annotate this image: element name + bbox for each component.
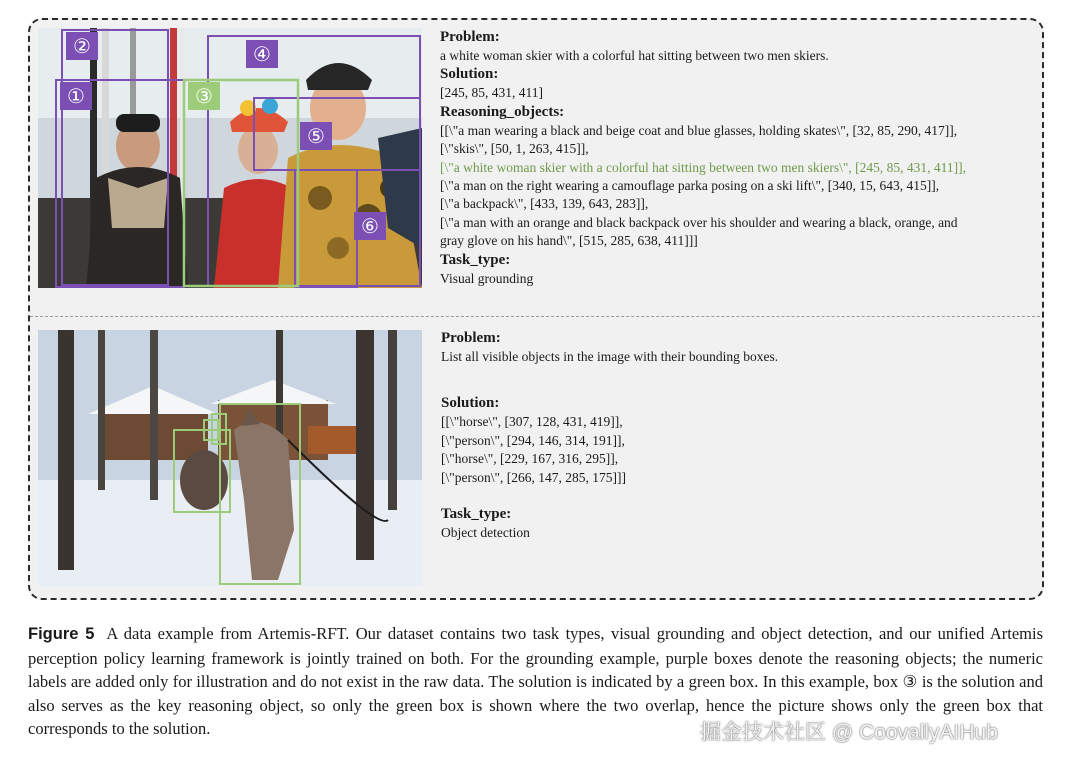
reasoning-line: [\"a man with an orange and black backpack over his shoulder and wearing a black, orange, and [440,214,958,230]
solution-line: [\"person\", [266, 147, 285, 175]]] [441,469,626,485]
task-type-heading: Task_type: [441,506,512,523]
solution-line: [[\"horse\", [307, 128, 431, 419]], [441,414,623,430]
box-label-4: ④ [253,42,271,66]
watermark: 掘金技术社区 @ CoovallyAIHub [700,721,998,744]
box-label-2: ② [73,34,91,58]
solution-heading: Solution: [441,395,500,412]
example-divider [30,316,1040,317]
box-label-1: ① [67,84,85,108]
reasoning-line: [\"skis\", [50, 1, 263, 415]], [440,141,589,157]
reasoning-heading: Reasoning_objects: [440,103,565,120]
solution-line: [\"horse\", [229, 167, 316, 295]], [441,451,619,467]
box-label-5: ⑤ [307,124,325,148]
task-type-text: Visual grounding [440,270,534,286]
problem-heading: Problem: [441,330,501,346]
task-type-text: Object detection [441,525,530,541]
box-label-3: ③ [195,84,213,108]
reasoning-line: gray glove on his hand\", [515, 285, 638, 411]]] [440,233,698,249]
reasoning-line: [\"a backpack\", [433, 139, 643, 283]], [440,196,649,212]
caption-text: A data example from Artemis-RFT. Our dataset contains two task types, visual grounding and object detection, and our unified Artemis perception policy learning framework is jointly trained on both. For the grounding example, purple boxes denote the reasoning objects; the numeric labels are added only for illustration and do not exist in the raw data. The solution is indicated by a green box. In this example, box ③ is the solution and also serves as the key reasoning object, so only the green box is shown where the two overlap, hence the picture shows only the green box that corresponds to the solution. [28,624,1043,738]
grounding-text-panel [440,28,1040,288]
box-label-6: ⑥ [361,214,379,238]
solution-heading: Solution: [440,66,499,83]
detection-example-image [38,330,422,586]
reasoning-line: [\"a man on the right wearing a camouflage parka posing on a ski lift\", [340, 15, 643, 415]], [440,178,940,194]
task-type-heading: Task_type: [440,251,511,268]
problem-text: a white woman skier with a colorful hat sitting between two men skiers. [440,48,829,63]
reasoning-line: [[\"a man wearing a black and beige coat and blue glasses, holding skates\", [32, 85, 290, 417]], [440,122,958,138]
problem-heading: Problem: [440,29,500,45]
grounding-example-image [38,28,422,288]
figure-label: Figure 5 [28,625,95,643]
solution-line: [\"person\", [294, 146, 314, 191]], [441,432,625,448]
problem-text: List all visible objects in the image with their bounding boxes. [441,349,779,364]
detection-text-panel [441,329,1031,542]
reasoning-line-solution: [\"a white woman skier with a colorful hat sitting between two men skiers\", [245, 85, 431, 411]], [440,159,967,175]
solution-text: [245, 85, 431, 411] [440,85,543,101]
